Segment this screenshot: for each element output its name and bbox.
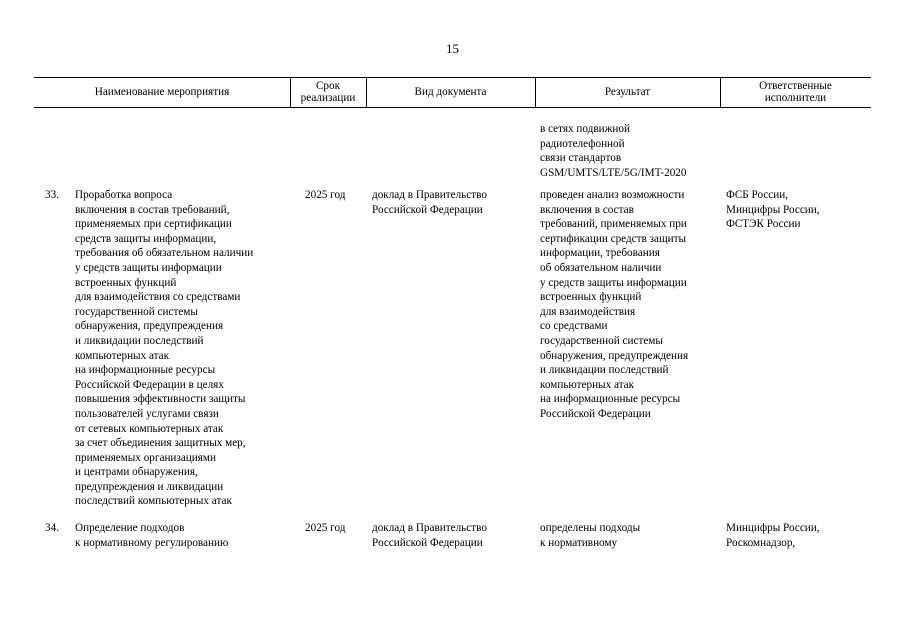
responsible-line: Минцифры России, [726, 203, 820, 216]
result-line: радиотелефонной [540, 137, 625, 150]
result-cell [540, 521, 640, 550]
result-line: на информационные ресурсы [540, 393, 681, 406]
responsible-line: ФСБ России, [726, 189, 789, 201]
name-line: от сетевых компьютерных атак [75, 422, 224, 435]
name-line: последствий компьютерных атак [75, 495, 232, 508]
name-line: средств защиты информации, [75, 232, 217, 245]
header-cell-doc-type [366, 77, 535, 107]
name-line: Проработка вопроса [75, 189, 173, 201]
term-cell: 2025 год [305, 522, 346, 534]
result-line: определены подходы [540, 522, 641, 534]
result-line: обнаружения, предупреждения [540, 349, 689, 362]
row-number: 33. [45, 189, 59, 201]
name-line: Российской Федерации в целях [75, 378, 224, 391]
result-line: Российской Федерации [540, 407, 651, 420]
header-name-label: Наименование мероприятия [94, 85, 230, 98]
name-line: применяемых при сертификации [75, 218, 232, 231]
result-line: государственной системы [540, 334, 663, 347]
name-line: Определение подходов [75, 522, 185, 534]
term-cell: 2025 год [305, 189, 346, 201]
name-line: и центрами обнаружения, [75, 466, 198, 479]
result-line: связи стандартов [540, 152, 622, 165]
carryover-result-cell [540, 122, 687, 180]
result-line: у средств защиты информации [540, 276, 687, 289]
result-line: встроенных функций [540, 291, 642, 304]
header-cell-term [290, 77, 366, 107]
measure-name-cell [75, 521, 228, 550]
document-type-cell [372, 521, 487, 550]
header-doc-type-label: Вид документа [414, 85, 487, 98]
result-line: к нормативному [540, 536, 618, 549]
name-line: применяемых организациями [75, 451, 216, 464]
result-line: GSM/UMTS/LTE/5G/IMT-2020 [540, 166, 687, 179]
header-cell-name [34, 77, 290, 107]
name-line: включения в состав требований, [75, 203, 230, 216]
name-line: компьютерных атак [75, 349, 170, 362]
name-line: и ликвидации последствий [75, 334, 204, 347]
doc-line: Российской Федерации [372, 536, 483, 549]
result-line: включения в состав [540, 203, 634, 216]
header-term-label: реализации [300, 92, 356, 104]
result-cell [540, 188, 688, 422]
name-line: к нормативному регулированию [75, 536, 229, 549]
result-line: информации, требования [540, 247, 660, 260]
result-line: сертификации средств защиты [540, 232, 687, 245]
table-header-bottom-border [34, 107, 871, 108]
measure-name-cell [75, 188, 253, 509]
result-line: и ликвидации последствий [540, 364, 669, 377]
name-line: у средств защиты информации [75, 261, 222, 274]
header-term-label: Срок [315, 79, 341, 92]
header-responsible-label: исполнители [764, 92, 827, 104]
result-line: требований, применяемых при [540, 218, 687, 231]
doc-line: доклад в Правительство [372, 189, 487, 201]
header-cell-result [535, 77, 720, 107]
name-line: для взаимодействия со средствами [75, 291, 241, 304]
responsible-cell [726, 188, 820, 232]
result-line: для взаимодействия [540, 305, 636, 318]
name-line: предупреждения и ликвидации [75, 480, 224, 493]
responsible-line: Роскомнадзор, [726, 536, 796, 549]
page-number: 15 [446, 41, 459, 56]
name-line: встроенных функций [75, 276, 177, 289]
header-cell-responsible [720, 77, 871, 107]
result-line: проведен анализ возможности [540, 189, 685, 201]
result-line: в сетях подвижной [540, 123, 630, 135]
responsible-cell [726, 521, 820, 550]
header-result-label: Результат [604, 85, 651, 98]
name-line: государственной системы [75, 305, 198, 318]
name-line: за счет объединения защитных мер, [75, 437, 246, 450]
row-number: 34. [45, 522, 59, 534]
doc-line: доклад в Правительство [372, 522, 487, 534]
name-line: требования об обязательном наличии [75, 247, 254, 260]
header-responsible-label: Ответственные [759, 79, 832, 92]
name-line: пользователей услугами связи [75, 407, 219, 420]
result-line: со средствами [540, 320, 608, 333]
name-line: на информационные ресурсы [75, 364, 216, 377]
responsible-line: Минцифры России, [726, 522, 820, 534]
name-line: обнаружения, предупреждения [75, 320, 224, 333]
document-type-cell [372, 188, 487, 217]
responsible-line: ФСТЭК России [726, 218, 801, 231]
result-line: компьютерных атак [540, 378, 635, 391]
name-line: повышения эффективности защиты [75, 393, 246, 406]
doc-line: Российской Федерации [372, 203, 483, 216]
result-line: об обязательном наличии [540, 261, 662, 274]
